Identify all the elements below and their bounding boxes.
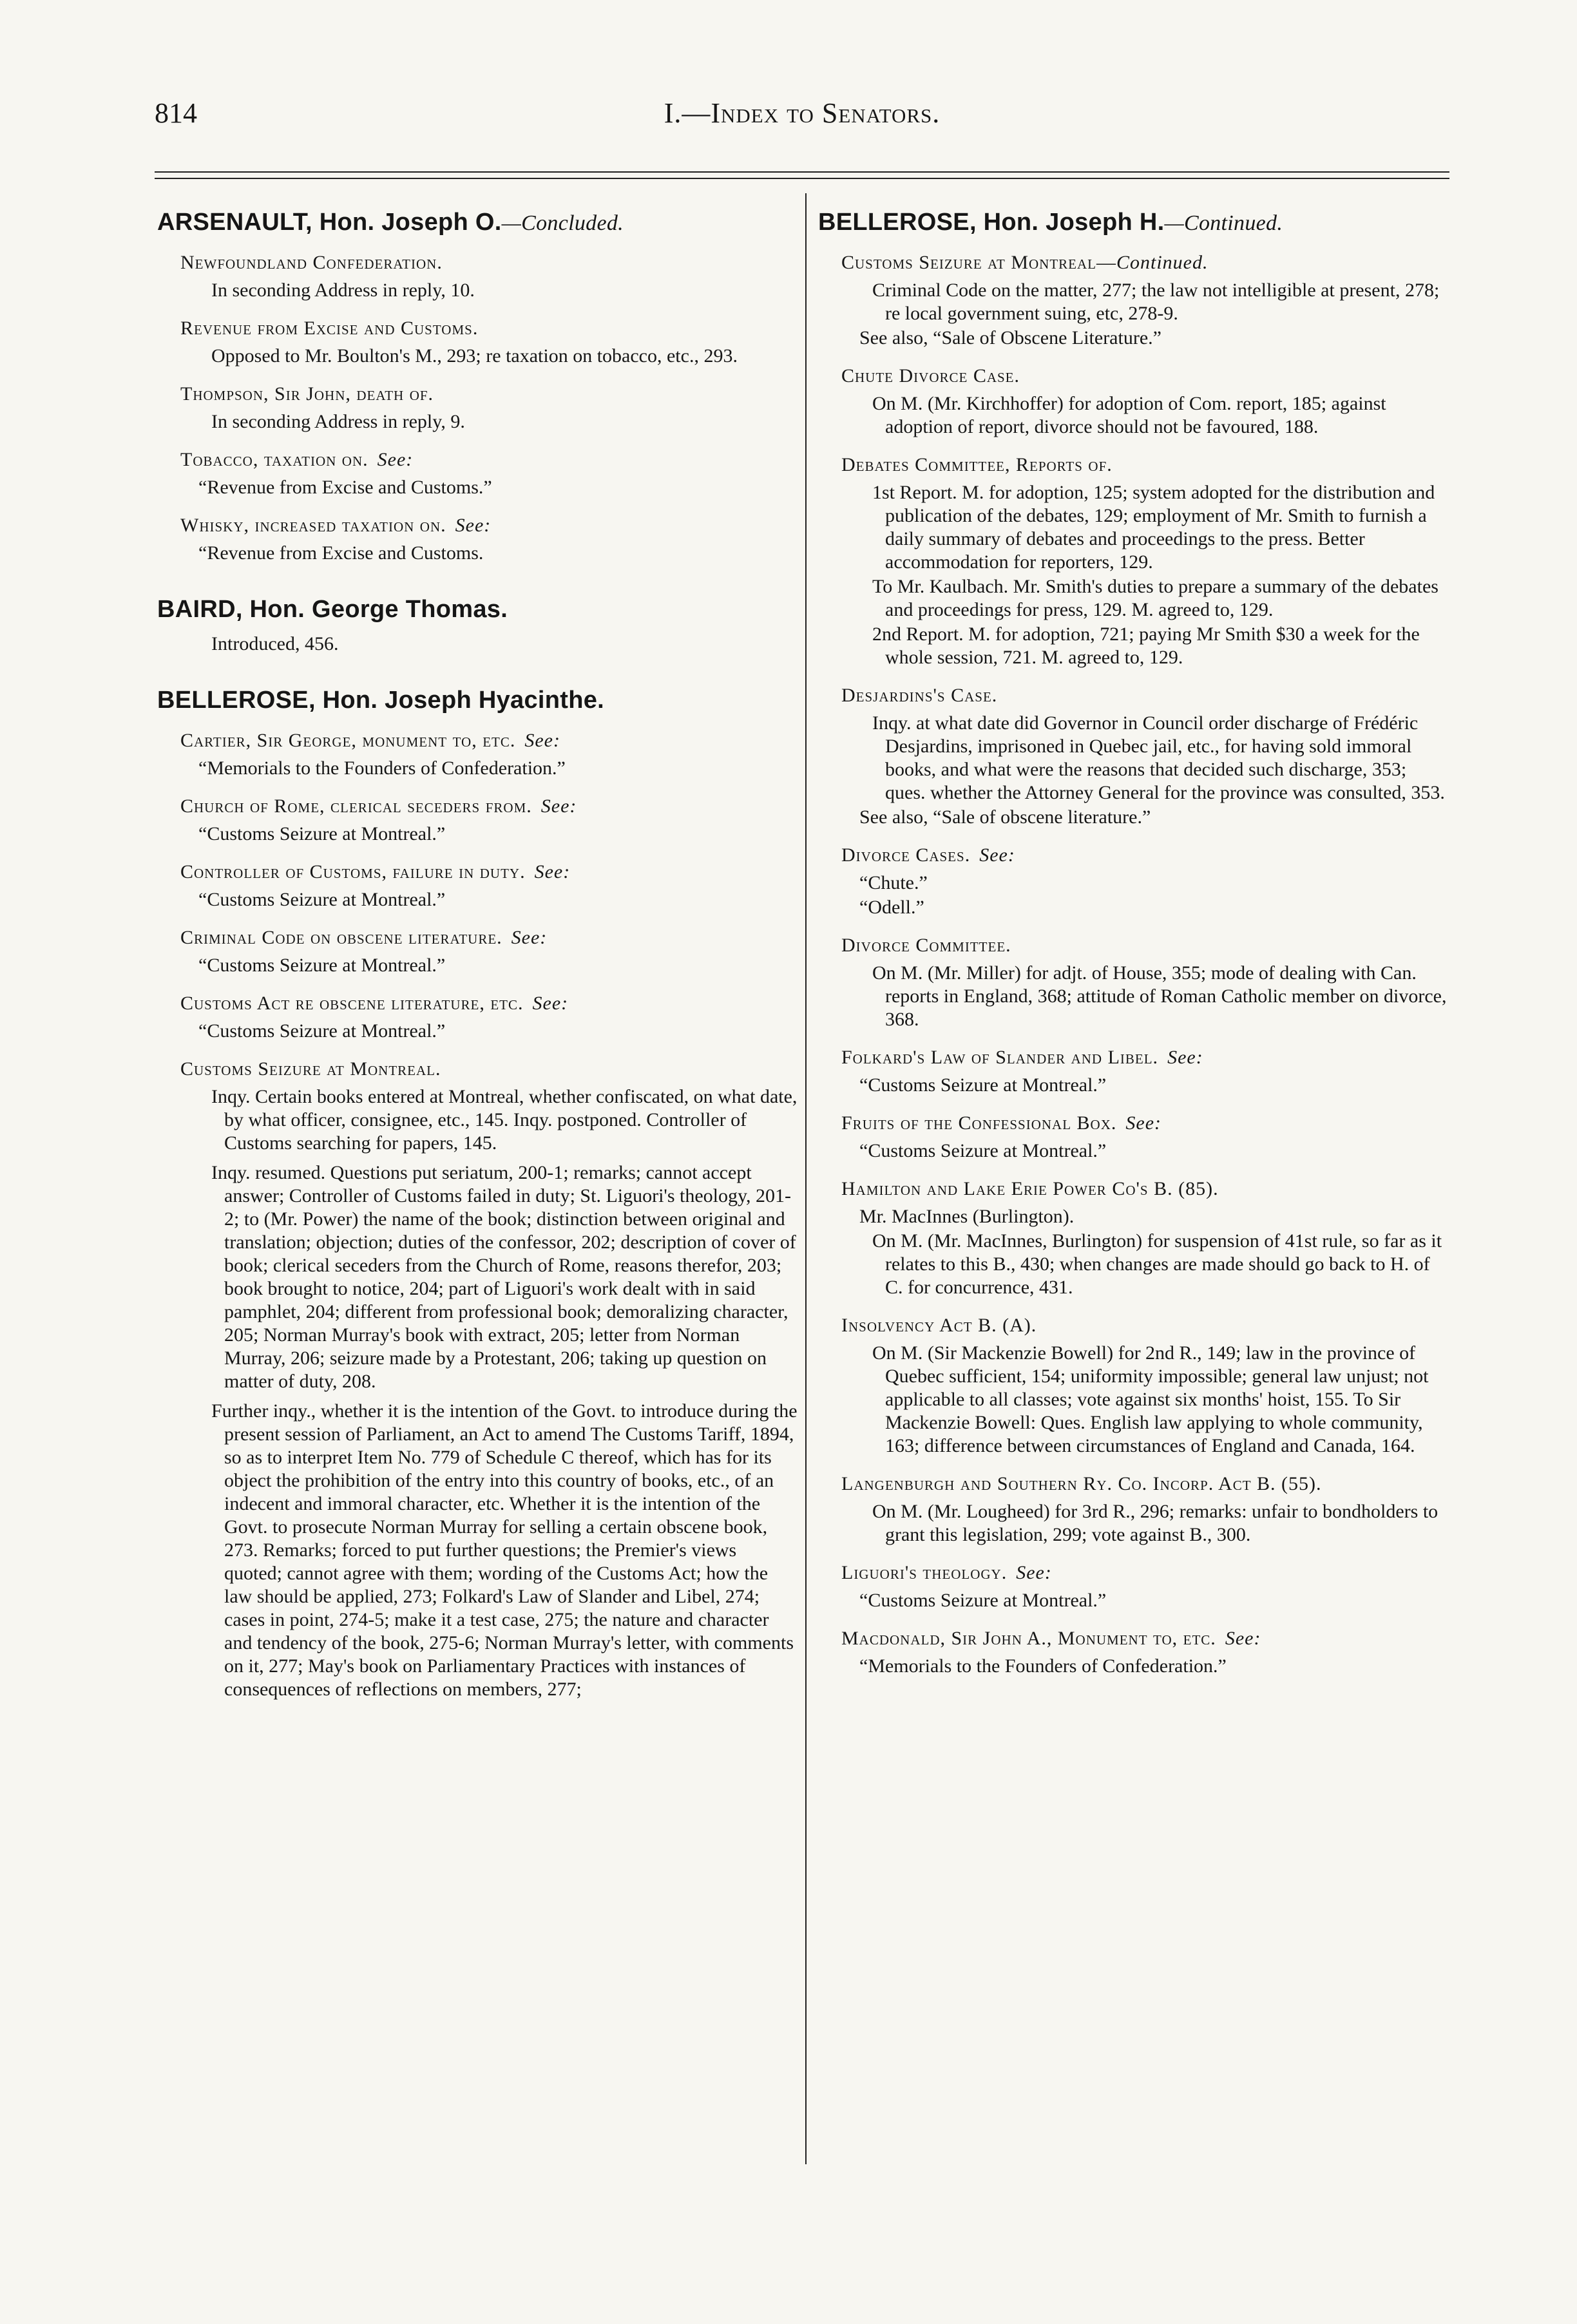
subject-heading: Chute Divorce Case. (841, 365, 1020, 386)
subject-heading (180, 794, 798, 819)
subject-heading: Revenue from Excise and Customs. (180, 318, 479, 339)
subject-label: Whisky, increased taxation on. (180, 515, 446, 536)
index-entry: On M. (Mr. Lougheed) for 3rd R., 296; remarks: unfair to bondholders to grant this legislation, 299; vote against B., 300. (872, 1501, 1438, 1545)
cross-reference: “Revenue from Excise and Customs.” (198, 477, 492, 498)
subject-heading: Thompson, Sir John, death of. (180, 383, 434, 405)
senator-name: BAIRD, Hon. George Thomas. (157, 596, 508, 623)
see-label: See: (1225, 1628, 1261, 1649)
cross-reference: “Revenue from Excise and Customs. (198, 542, 484, 564)
senator-name: ARSENAULT, Hon. Joseph O. (157, 209, 502, 236)
subject-heading (841, 1561, 1449, 1585)
senator-heading-bellerose-continued (818, 209, 1449, 236)
subject-label: Fruits of the Confessional Box. (841, 1112, 1117, 1134)
cross-reference: “Customs Seizure at Montreal.” (198, 1020, 446, 1042)
cross-reference: See also, “Sale of Obscene Literature.” (859, 327, 1161, 348)
subject-heading (841, 1111, 1449, 1136)
cross-reference: “Customs Seizure at Montreal.” (859, 1074, 1107, 1096)
right-column (818, 206, 1449, 1679)
page-header (155, 97, 1449, 135)
index-entry: Inqy. resumed. Questions put seriatum, 200-1; remarks; cannot accept answer; Controller of Customs failed in duty; St. Liguori's theology, 201-2; to (Mr. Power) the name of the book; distinction between original and translation; objection; duties of the confessor, 202; description of cover of book; clerical seceders from the Church of Rome, reasons therefor, 203; book brought to notice, 204; part of Liguori's work dealt with in said pamphlet, 204; different from professional book; demoralizing character, 205; Norman Murray's book with extract, 205; letter from Norman Murray, 206; seizure made by a Protestant, 206; taking up question on matter of duty, 208. (211, 1162, 796, 1392)
cross-reference: “Customs Seizure at Montreal.” (198, 889, 446, 910)
subject-heading (180, 991, 798, 1016)
subject-label: Macdonald, Sir John A., Monument to, etc. (841, 1628, 1216, 1649)
subject-heading (180, 729, 798, 753)
subject-heading (180, 513, 798, 538)
senator-name: BELLEROSE, Hon. Joseph H. (818, 209, 1165, 236)
subject-label: Customs Seizure at Montreal— (841, 252, 1116, 273)
see-label: See: (511, 927, 548, 948)
index-entry: On M. (Mr. Kirchhoffer) for adoption of Com. report, 185; against adoption of report, divorce should not be favoured, 188. (872, 393, 1386, 437)
subject-heading: Langenburgh and Southern Ry. Co. Incorp. Act B. (55). (841, 1473, 1322, 1494)
subject-heading: Hamilton and Lake Erie Power Co's B. (85). (841, 1178, 1219, 1199)
subject-heading: Debates Committee, Reports of. (841, 454, 1113, 475)
cross-reference: “Customs Seizure at Montreal.” (198, 823, 446, 844)
cross-reference: “Memorials to the Founders of Confederation.” (198, 757, 566, 779)
see-label: See: (1167, 1047, 1203, 1068)
cross-reference: “Odell.” (859, 897, 924, 918)
index-entry: To Mr. Kaulbach. Mr. Smith's duties to prepare a summary of the debates and proceedings for press, 129. M. agreed to, 129. (872, 576, 1438, 620)
page-number: 814 (155, 97, 197, 129)
subject-heading (841, 843, 1449, 868)
cross-reference: “Customs Seizure at Montreal.” (859, 1140, 1107, 1161)
cross-reference: “Chute.” (859, 872, 928, 893)
continuation-note: —Concluded. (501, 211, 624, 235)
subject-label: Divorce Cases. (841, 844, 971, 866)
see-label: See: (540, 795, 577, 817)
continuation-note: —Continued. (1164, 211, 1283, 235)
index-entry: On M. (Mr. Miller) for adjt. of House, 355; mode of dealing with Can. reports in England, 368; attitude of Roman Catholic member on divorce, 368. (872, 962, 1447, 1030)
index-entry: Criminal Code on the matter, 277; the law not intelligible at present, 278; re local government suing, etc, 278-9. (872, 280, 1440, 324)
see-label: See: (524, 730, 560, 751)
subject-heading: Customs Seizure at Montreal. (180, 1058, 441, 1080)
subject-heading (180, 860, 798, 884)
subject-heading (180, 926, 798, 950)
see-label: See: (534, 861, 571, 882)
index-entry: On M. (Mr. MacInnes, Burlington) for suspension of 41st rule, so far as it relates to this B., 430; when changes are made should go back to H. of C. for concurrence, 431. (872, 1230, 1442, 1298)
index-entry: On M. (Sir Mackenzie Bowell) for 2nd R., 149; law in the province of Quebec sufficient, 154; uniformity impossible; general law unjust; not applicable to all classes; vote against six months' hoist, 155. To Sir Mackenzie Bowell: Ques. English law applying to whole community, 163; difference between circumstances of England and Canada, 164. (872, 1342, 1429, 1456)
index-entry: Further inqy., whether it is the intention of the Govt. to introduce during the present session of Parliament, an Act to amend The Customs Tariff, 1894, so as to interpret Item No. 779 of Schedule C thereof, which has for its object the prohibition of the entry into this country of books, etc., of an indecent and immoral character, etc. Whether it is the intention of the Govt. to prosecute Norman Murray for selling a certain obscene book, 273. Remarks; forced to put further questions; the Premier's views quoted; cannot agree with them; wording of the Customs Act; how the law should be applied, 273; Folkard's Law of Slander and Libel, 274; cases in point, 274-5; make it a test case, 275; the nature and character and tendency of the book, 275-6; Norman Murray's letter, with comments on it, 277; May's book on Parliamentary Practices with instances of consequences of reflections on members, 277; (211, 1400, 798, 1700)
subject-label: Criminal Code on obscene literature. (180, 927, 502, 948)
subject-label: Liguori's theology. (841, 1562, 1008, 1583)
subject-label: Folkard's Law of Slander and Libel. (841, 1047, 1159, 1068)
cross-reference: See also, “Sale of obscene literature.” (859, 806, 1151, 828)
senator-heading-arsenault (157, 209, 798, 236)
subject-label: Cartier, Sir George, monument to, etc. (180, 730, 516, 751)
running-head: I.—Index to Senators. (664, 97, 941, 129)
see-label: See: (979, 844, 1015, 866)
subject-heading (180, 448, 798, 472)
cross-reference: “Memorials to the Founders of Confederation.” (859, 1655, 1227, 1677)
subject-heading: Newfoundland Confederation. (180, 252, 443, 273)
see-label: See: (1125, 1112, 1162, 1134)
cross-reference: “Customs Seizure at Montreal.” (198, 955, 446, 976)
index-entry: Inqy. at what date did Governor in Council order discharge of Frédéric Desjardins, imprisoned in Quebec jail, etc., for having sold immoral books, and what were the reasons that decided such discharge, 353; ques. whether the Attorney General for the province was consulted, 353. (872, 712, 1445, 803)
subject-heading (841, 1045, 1449, 1070)
column-divider (805, 193, 807, 2164)
index-entry: In seconding Address in reply, 10. (211, 280, 475, 301)
index-entry: 2nd Report. M. for adoption, 721; paying Mr Smith $30 a week for the whole session, 721. M. agreed to, 129. (872, 624, 1420, 668)
senator-heading-baird (157, 596, 798, 624)
subject-label: Customs Act re obscene literature, etc. (180, 993, 524, 1014)
see-label: See: (1016, 1562, 1052, 1583)
senator-heading-bellerose (157, 687, 798, 714)
subject-heading: Desjardins's Case. (841, 685, 998, 706)
cross-reference: Mr. MacInnes (Burlington). (859, 1206, 1075, 1227)
index-entry: In seconding Address in reply, 9. (211, 411, 465, 432)
see-label: See: (455, 515, 492, 536)
subject-label: Controller of Customs, failure in duty. (180, 861, 526, 882)
cross-reference: “Customs Seizure at Montreal.” (859, 1590, 1107, 1611)
subject-heading (841, 1626, 1449, 1651)
see-label: See: (532, 993, 569, 1014)
see-label: See: (377, 449, 414, 470)
index-entry: Introduced, 456. (211, 633, 339, 654)
header-rule-bottom (155, 178, 1449, 179)
subject-heading: Divorce Committee. (841, 935, 1011, 956)
subject-label: Church of Rome, clerical seceders from. (180, 795, 532, 817)
left-column (157, 206, 798, 1708)
senator-name: BELLEROSE, Hon. Joseph Hyacinthe. (157, 687, 605, 714)
index-entry: 1st Report. M. for adoption, 125; system adopted for the distribution and publication of the debates, 129; employment of Mr. Smith to furnish a daily summary of debates and proceedings to the press. Better accommodation for reporters, 129. (872, 482, 1435, 573)
subject-heading: Insolvency Act B. (A). (841, 1315, 1037, 1336)
continuation-note: Continued. (1116, 252, 1209, 273)
subject-label: Tobacco, taxation on. (180, 449, 368, 470)
subject-heading (841, 251, 1449, 275)
index-entry: Inqy. Certain books entered at Montreal, whether confiscated, on what date, by what officer, consignee, etc., 145. Inqy. postponed. Controller of Customs searching for papers, 145. (211, 1086, 798, 1154)
header-rule-top (155, 171, 1449, 173)
index-entry: Opposed to Mr. Boulton's M., 293; re taxation on tobacco, etc., 293. (211, 345, 738, 367)
